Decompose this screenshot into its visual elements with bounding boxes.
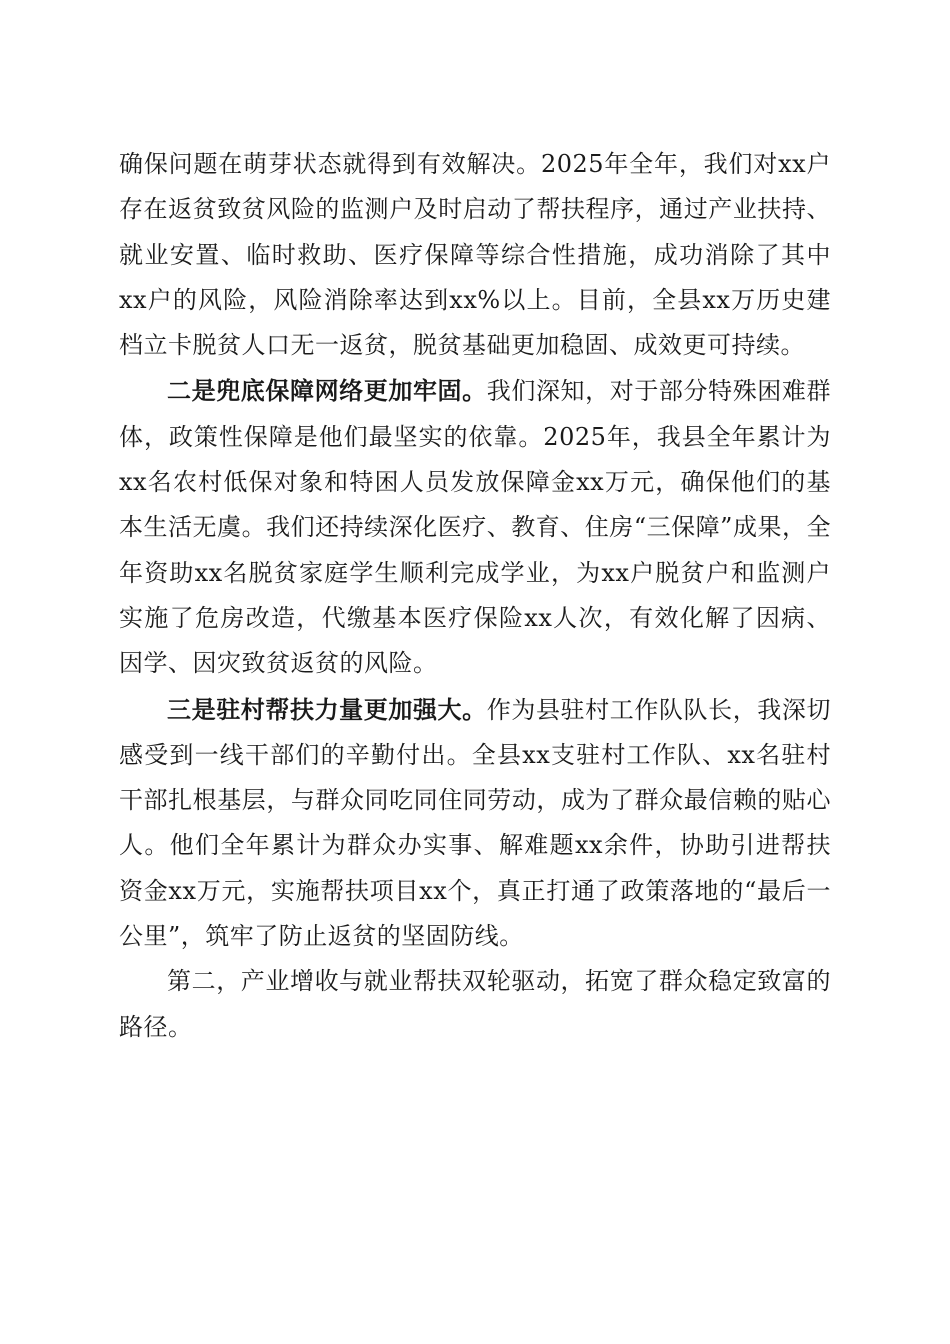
paragraph-text: 我们深知，对于部分特殊困难群体，政策性保障是他们最坚实的依靠。2025年，我县全年累计为xx名农村低保对象和特困人员发放保障金xx万元，确保他们的基本生活无虞。我们还持续深化医疗、教育、住房“三保障”成果，全年资助xx名脱贫家庭学生顺利完成学业，为xx户脱贫户和监测户实施了危房改造，代缴基本医疗保险xx人次，有效化解了因病、因学、因灾致贫返贫的风险。 xyxy=(119,377,831,678)
paragraph-safety-net xyxy=(119,368,831,686)
paragraph-text: 第二，产业增收与就业帮扶双轮驱动，拓宽了群众稳定致富的路径。 xyxy=(119,967,831,1041)
paragraph-text: 作为县驻村工作队队长，我深切感受到一线干部们的辛勤付出。全县xx支驻村工作队、xx名驻村干部扎根基层，与群众同吃同住同劳动，成为了群众最信赖的贴心人。他们全年累计为群众办实事、解难题xx余件，协助引进帮扶资金xx万元，实施帮扶项目xx个，真正打通了政策落地的“最后一公里”，筑牢了防止返贫的坚固防线。 xyxy=(119,695,831,951)
document-body xyxy=(119,142,831,1050)
paragraph-text: 确保问题在萌芽状态就得到有效解决。2025年全年，我们对xx户存在返贫致贫风险的监测户及时启动了帮扶程序，通过产业扶持、就业安置、临时救助、医疗保障等综合性措施，成功消除了其中xx户的风险，风险消除率达到xx%以上。目前，全县xx万历史建档立卡脱贫人口无一返贫，脱贫基础更加稳固、成效更可持续。 xyxy=(119,150,831,360)
paragraph-village-support xyxy=(119,687,831,960)
paragraph-section-heading xyxy=(119,959,831,1050)
paragraph-lead-heading: 二是兜底保障网络更加牢固。 xyxy=(167,376,487,406)
paragraph-continuation xyxy=(119,142,831,368)
paragraph-lead-heading: 三是驻村帮扶力量更加强大。 xyxy=(167,694,487,724)
